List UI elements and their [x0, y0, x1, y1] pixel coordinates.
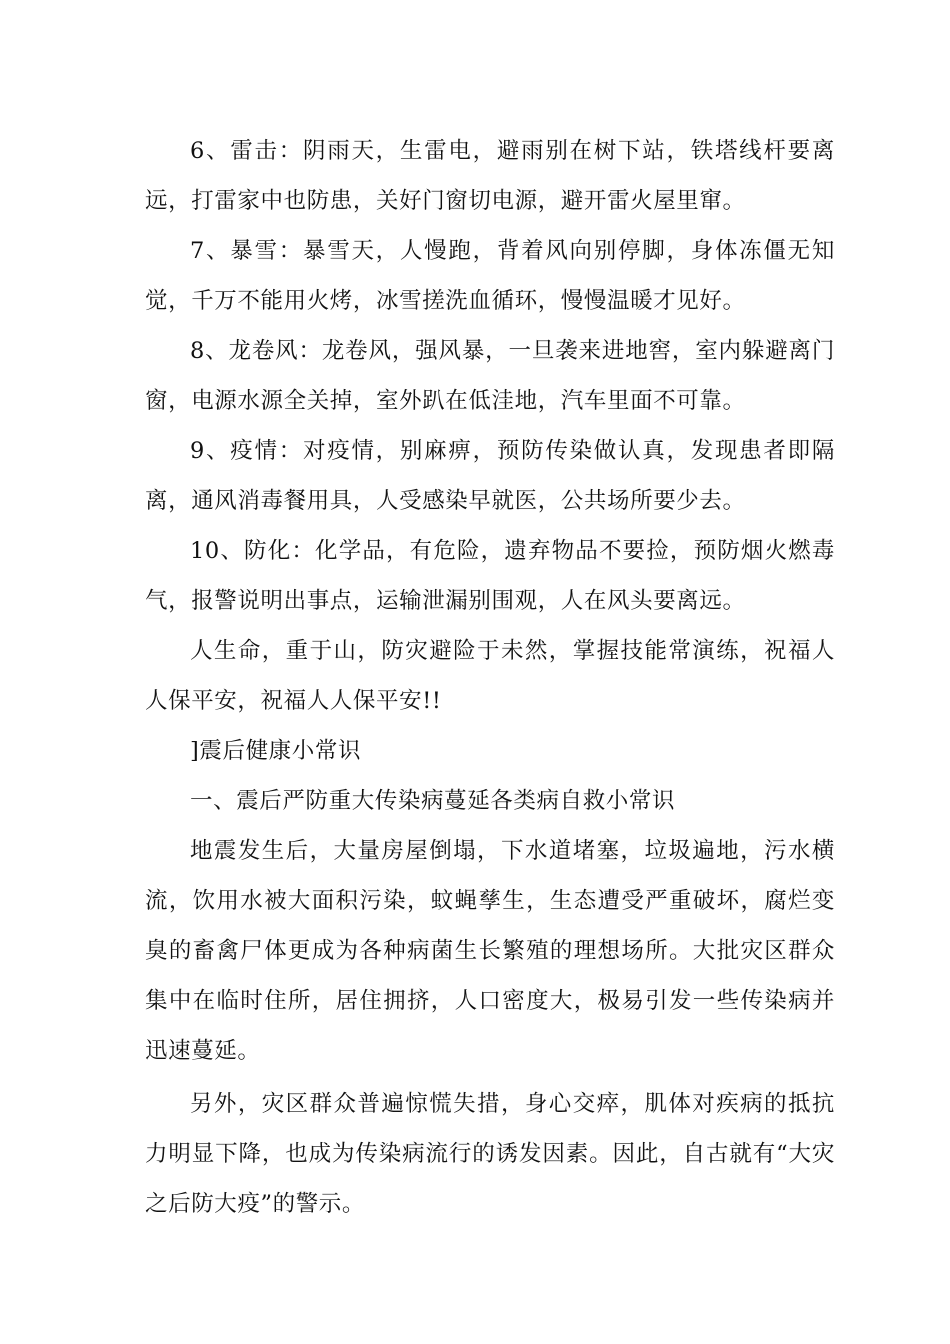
paragraph-blessing: 人生命，重于山，防灾避险于未然，掌握技能常演练，祝福人人保平安，祝福人人保平安!!	[145, 638, 835, 714]
paragraph-blizzard: 7、暴雪：暴雪天，人慢跑，背着风向别停脚，身体冻僵无知觉，千万不能用火烤，冰雪搓洗血循环，慢慢温暖才见好。	[145, 238, 835, 314]
paragraph-disease-warning: 另外，灾区群众普遍惊慌失措，身心交瘁，肌体对疾病的抵抗力明显下降，也成为传染病流行的诱发因素。因此，自古就有“大灾之后防大疫”的警示。	[145, 1091, 835, 1217]
paragraph-chemical: 10、防化：化学品，有危险，遗弃物品不要捡，预防烟火燃毒气，报警说明出事点，运输泄漏别围观，人在风头要离远。	[145, 538, 835, 614]
paragraph-earthquake-aftermath: 地震发生后，大量房屋倒塌，下水道堵塞，垃圾遍地，污水横流，饮用水被大面积污染，蚊蝇孳生，生态遭受严重破坏，腐烂变臭的畜禽尸体更成为各种病菌生长繁殖的理想场所。大批灾区群众集中在临时住所，居住拥挤，人口密度大，极易引发一些传染病并迅速蔓延。	[145, 838, 835, 1064]
subsection-heading: 一、震后严防重大传染病蔓延各类病自救小常识	[190, 788, 676, 814]
paragraph-lightning: 6、雷击：阴雨天，生雷电，避雨别在树下站，铁塔线杆要离远，打雷家中也防患，关好门窗切电源，避开雷火屋里窜。	[145, 138, 835, 214]
paragraph-epidemic: 9、疫情：对疫情，别麻痹，预防传染做认真，发现患者即隔离，通风消毒餐用具，人受感染早就医，公共场所要少去。	[145, 438, 835, 514]
paragraph-tornado: 8、龙卷风：龙卷风，强风暴，一旦袭来进地窖，室内躲避离门窗，电源水源全关掉，室外趴在低洼地，汽车里面不可靠。	[145, 338, 835, 414]
section-heading: ]震后健康小常识	[190, 738, 362, 764]
